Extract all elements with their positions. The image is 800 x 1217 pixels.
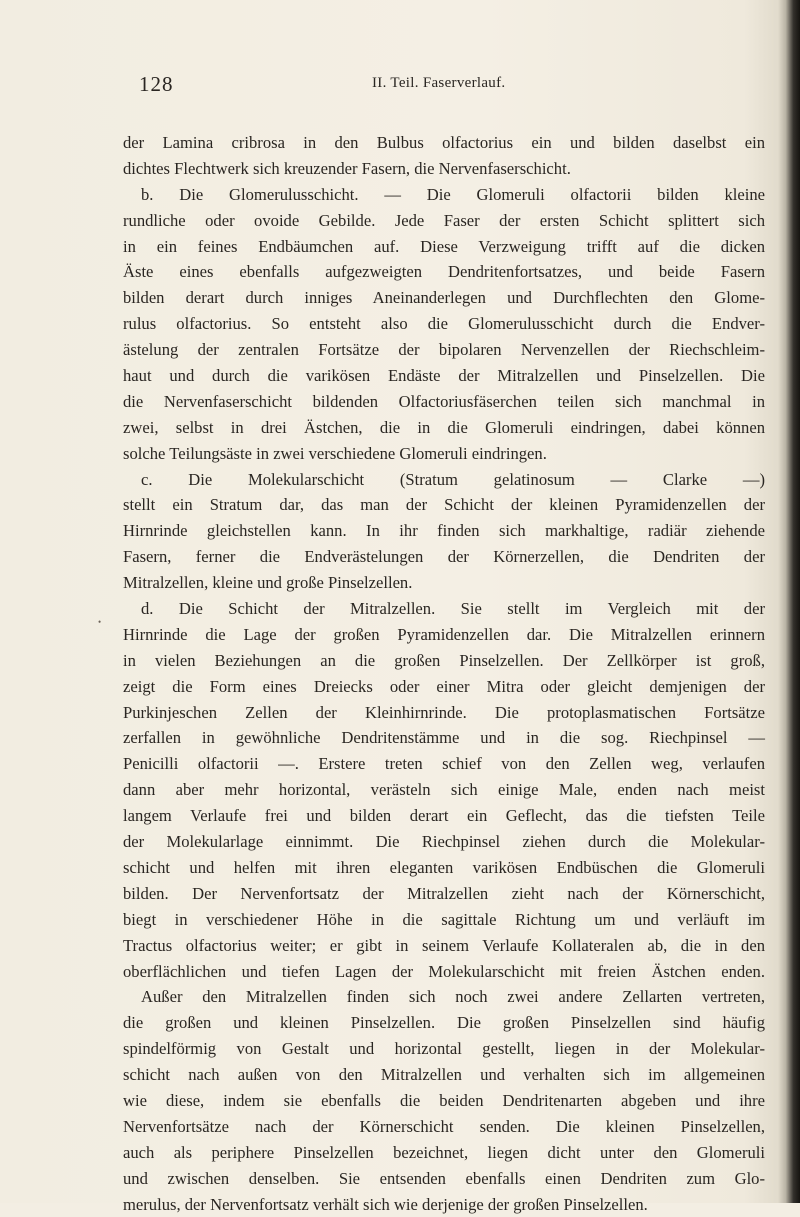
text-line: in vielen Beziehungen an die großen Pinselzellen. Der Zellkörper ist groß, [123,650,765,670]
text-line: Tractus olfactorius weiter; er gibt in seinem Verlaufe Kollateralen ab, die in den [123,935,765,955]
text-line: die Nervenfaserschicht bildenden Olfactoriusfäserchen teilen sich manchmal in [123,391,765,411]
text-line: dann aber mehr horizontal, verästeln sich einige Male, enden nach meist [123,780,765,800]
text-line: in ein feines Endbäumchen auf. Diese Verzweigung trifft auf die dicken [123,236,765,256]
text-line: merulus, der Nervenfortsatz verhält sich wie derjenige der großen Pinselzellen. [123,1194,648,1214]
page-header [0,72,800,102]
text-line: c. Die Molekularschicht (Stratum gelatinosum — Clarke —) [141,469,765,489]
page-spine-shadow [778,0,800,1203]
text-line: Äste eines ebenfalls aufgezweigten Dendritenfortsatzes, und beide Fasern [123,262,765,282]
running-head: II. Teil. Faserverlauf. [372,75,506,91]
text-line: rulus olfactorius. So entsteht also die Glomerulusschicht durch die Endver- [123,314,765,334]
text-line: Mitralzellen, kleine und große Pinselzellen. [123,573,413,593]
text-line: schicht und helfen mit ihren eleganten varikösen Endbüschen die Glomeruli [123,857,765,877]
text-line: bilden. Der Nervenfortsatz der Mitralzellen zieht nach der Körnerschicht, [123,883,765,903]
text-line: zwei, selbst in drei Ästchen, die in die Glomeruli eindringen, dabei können [123,417,765,437]
text-line: oberflächlichen und tiefen Lagen der Molekularschicht mit freien Ästchen enden. [123,961,765,981]
text-line: ästelung der zentralen Fortsätze der bipolaren Nervenzellen der Riechschleim- [123,340,765,360]
text-line: schicht nach außen von den Mitralzellen und verhalten sich im allgemeinen [123,1065,765,1085]
text-line: zerfallen in gewöhnliche Dendritenstämme und in die sog. Riechpinsel — [123,728,765,748]
page-number: 128 [139,72,174,96]
text-line: rundliche oder ovoide Gebilde. Jede Faser der ersten Schicht splittert sich [123,210,765,230]
text-line: Penicilli olfactorii —. Erstere treten schief von den Zellen weg, verlaufen [123,754,765,774]
margin-mark: • [98,617,102,627]
text-line: zeigt die Form eines Dreiecks oder einer Mitra oder gleicht demjenigen der [123,676,765,696]
text-line: b. Die Glomerulusschicht. — Die Glomeruli olfactorii bilden kleine [141,184,765,204]
text-line: d. Die Schicht der Mitralzellen. Sie stellt im Vergleich mit der [141,599,765,619]
text-line: biegt in verschiedener Höhe in die sagittale Richtung um und verläuft im [123,909,765,929]
text-line: langem Verlaufe frei und bilden derart ein Geflecht, das die tiefsten Teile [123,806,765,826]
text-line: der Lamina cribrosa in den Bulbus olfactorius ein und bilden daselbst ein [123,133,765,152]
text-line: Fasern, ferner die Endverästelungen der Körnerzellen, die Dendriten der [123,547,765,567]
text-line: auch als periphere Pinselzellen bezeichnet, liegen dicht unter den Glomeruli [123,1142,765,1162]
text-line: Hirnrinde die Lage der großen Pyramidenzellen dar. Die Mitralzellen erinnern [123,624,765,644]
text-line: die großen und kleinen Pinselzellen. Die großen Pinselzellen sind häufig [123,1013,765,1033]
text-line: Nervenfortsätze nach der Körnerschicht senden. Die kleinen Pinselzellen, [123,1116,765,1136]
text-line: der Molekularlage einnimmt. Die Riechpinsel ziehen durch die Molekular- [123,832,765,852]
text-line: bilden derart durch inniges Aneinanderlegen und Durchflechten den Glome- [123,288,765,308]
text-line: stellt ein Stratum dar, das man der Schicht der kleinen Pyramidenzellen der [123,495,765,515]
text-line: haut und durch die varikösen Endäste der Mitralzellen und Pinselzellen. Die [123,366,765,386]
text-line: wie diese, indem sie ebenfalls die beiden Dendritenarten abgeben und ihre [123,1090,765,1110]
body-text [123,130,765,1217]
text-line: spindelförmig von Gestalt und horizontal gestellt, liegen in der Molekular- [123,1039,765,1059]
text-line: Hirnrinde gleichstellen kann. In ihr finden sich markhaltige, radiär ziehende [123,521,765,541]
text-line: und zwischen denselben. Sie entsenden ebenfalls einen Dendriten zum Glo- [123,1168,765,1188]
text-line: Außer den Mitralzellen finden sich noch zwei andere Zellarten vertreten, [141,987,765,1007]
text-line: solche Teilungsäste in zwei verschiedene Glomeruli eindringen. [123,443,547,463]
text-line: dichtes Flechtwerk sich kreuzender Fasern, die Nervenfaserschicht. [123,158,571,178]
text-line: Purkinjeschen Zellen der Kleinhirnrinde. Die protoplasmatischen Fortsätze [123,702,765,722]
